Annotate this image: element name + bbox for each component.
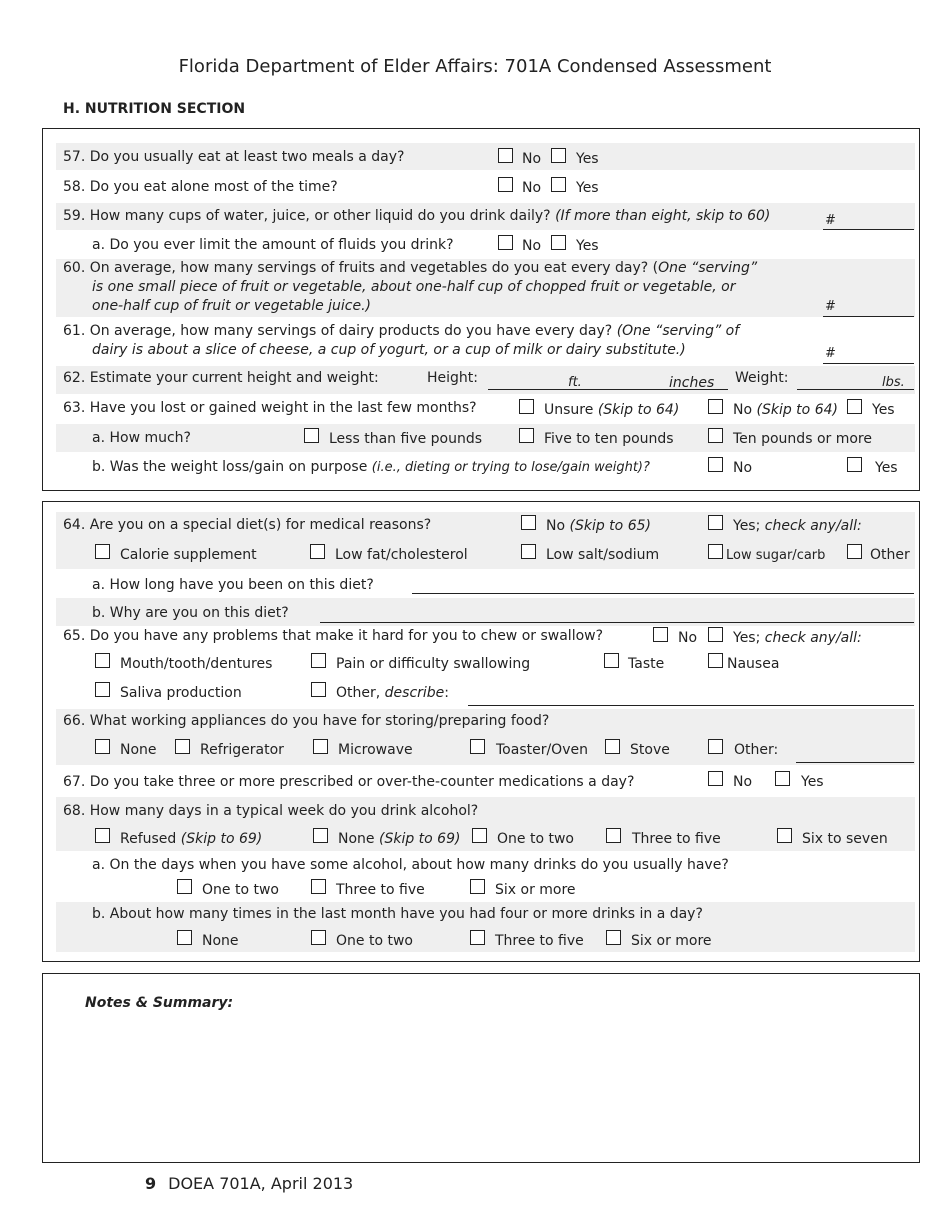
q66-opt-stove-checkbox[interactable] [605, 739, 620, 754]
q60-hash: # [825, 299, 836, 314]
q59-note: (If more than eight, skip to 60) [555, 208, 771, 224]
q64-no-label [546, 518, 651, 534]
q65-text: 65. Do you have any problems that make it hard for you to chew or swallow? [63, 628, 604, 644]
q64-opt-other-label: Other [870, 547, 910, 563]
q61-line1-italic: (One “serving” of [616, 323, 740, 339]
q62-weight-label: Weight: [735, 370, 789, 386]
q68-refused-note: (Skip to 69) [180, 831, 263, 847]
q63a-opt2-label: Five to ten pounds [544, 431, 674, 447]
q63-no-text: No [733, 402, 753, 418]
q68a-opt1-label: One to two [202, 882, 279, 898]
q63-unsure-text: Unsure [544, 402, 594, 418]
q68a-opt1-checkbox[interactable] [177, 879, 192, 894]
q67-text: 67. Do you take three or more prescribed or over-the-counter medications a day? [63, 774, 635, 790]
q63-no-label [733, 402, 838, 418]
q68b-opt2-label: One to two [336, 933, 413, 949]
q66-other-line[interactable] [796, 762, 914, 763]
q65-yes-text: Yes; [733, 630, 761, 646]
q62-height-label: Height: [427, 370, 478, 386]
q63a-opt2-checkbox[interactable] [519, 428, 534, 443]
q65-opt-saliva-checkbox[interactable] [95, 682, 110, 697]
q68-refused-checkbox[interactable] [95, 828, 110, 843]
footer [145, 1174, 353, 1193]
q65-opt-other-label [336, 685, 449, 701]
q67-yes-checkbox[interactable] [775, 771, 790, 786]
q68-none-checkbox[interactable] [313, 828, 328, 843]
q66-opt-microwave-label: Microwave [338, 742, 413, 758]
q65-yes-note: check any/all: [764, 630, 862, 646]
q66-opt-none-checkbox[interactable] [95, 739, 110, 754]
q68b-opt3-checkbox[interactable] [470, 930, 485, 945]
q68b-opt1-checkbox[interactable] [177, 930, 192, 945]
q58-no-checkbox[interactable] [498, 177, 513, 192]
q64-opt-lowsalt-label: Low salt/sodium [546, 547, 660, 563]
q60-line3: one-half cup of fruit or vegetable juice.) [92, 298, 372, 314]
q66-opt-none-label: None [120, 742, 157, 758]
q64-yes-label [733, 518, 862, 534]
form-id: DOEA 701A, April 2013 [168, 1174, 354, 1193]
q59-question: 59. How many cups of water, juice, or other liquid do you drink daily? [63, 208, 551, 224]
q57-no-checkbox[interactable] [498, 148, 513, 163]
q61-hash: # [825, 346, 836, 361]
q58-no-label: No [522, 180, 542, 196]
q68-opt3-checkbox[interactable] [777, 828, 792, 843]
q68-refused-label [120, 831, 262, 847]
q60-line1 [63, 260, 757, 276]
q64-no-note: (Skip to 65) [569, 518, 651, 534]
q68b-opt4-checkbox[interactable] [606, 930, 621, 945]
q63-yes-label: Yes [872, 402, 895, 418]
q68b-opt3-label: Three to five [495, 933, 584, 949]
q68a-text: a. On the days when you have some alcohol, about how many drinks do you usually have? [92, 857, 729, 873]
q64a-text: a. How long have you been on this diet? [92, 577, 374, 593]
q64-opt-other-checkbox[interactable] [847, 544, 862, 559]
q62-text: 62. Estimate your current height and weight: [63, 370, 379, 386]
q67-no-label: No [733, 774, 753, 790]
q63-unsure-label [544, 402, 679, 418]
q65-other-line[interactable] [468, 705, 914, 706]
q64-no-text: No [546, 518, 566, 534]
q68b-opt2-checkbox[interactable] [311, 930, 326, 945]
q63b-text [92, 459, 650, 475]
q57-yes-checkbox[interactable] [551, 148, 566, 163]
q63a-opt3-checkbox[interactable] [708, 428, 723, 443]
q64-opt-lowsalt-checkbox[interactable] [521, 544, 536, 559]
q59-hash: # [825, 213, 836, 228]
q66-opt-other-checkbox[interactable] [708, 739, 723, 754]
q63-unsure-checkbox[interactable] [519, 399, 534, 414]
q65-opt-saliva-label: Saliva production [120, 685, 242, 701]
q59-answer-line[interactable] [823, 229, 914, 230]
q62-lbs-label: lbs. [882, 375, 905, 390]
q58-text: 58. Do you eat alone most of the time? [63, 179, 338, 195]
q66-opt-stove-label: Stove [630, 742, 670, 758]
q64-no-checkbox[interactable] [521, 515, 536, 530]
q63-text: 63. Have you lost or gained weight in the last few months? [63, 400, 477, 416]
q58-yes-label: Yes [576, 180, 599, 196]
q59a-no-label: No [522, 238, 542, 254]
q68-opt1-label: One to two [497, 831, 574, 847]
q59a-yes-checkbox[interactable] [551, 235, 566, 250]
q65-describe-colon: : [444, 685, 450, 701]
q57-no-label: No [522, 151, 542, 167]
q68b-opt1-label: None [202, 933, 239, 949]
q68-opt3-label: Six to seven [802, 831, 888, 847]
q65-other-text: Other, [336, 685, 381, 701]
q64b-answer-line[interactable] [320, 622, 914, 623]
q63-unsure-note: (Skip to 64) [597, 402, 680, 418]
q64-opt-lowsugar-label: Low sugar/carb [726, 548, 826, 563]
q66-opt-fridge-checkbox[interactable] [175, 739, 190, 754]
q63-no-checkbox[interactable] [708, 399, 723, 414]
q61-line2: dairy is about a slice of cheese, a cup of yogurt, or a cup of milk or dairy substitute.) [92, 342, 686, 358]
q63b-no-checkbox[interactable] [708, 457, 723, 472]
q64-text: 64. Are you on a special diet(s) for medical reasons? [63, 517, 432, 533]
q65-opt-pain-checkbox[interactable] [311, 653, 326, 668]
q64-opt-lowfat-checkbox[interactable] [310, 544, 325, 559]
q63-yes-checkbox[interactable] [847, 399, 862, 414]
q63b-yes-checkbox[interactable] [847, 457, 862, 472]
q65-opt-other-checkbox[interactable] [311, 682, 326, 697]
q63a-text: a. How much? [92, 430, 191, 446]
q65-opt-mouth-label: Mouth/tooth/dentures [120, 656, 273, 672]
q65-yes-label [733, 630, 862, 646]
q64-opt-calorie-label: Calorie supplement [120, 547, 257, 563]
q64-yes-text: Yes; [733, 518, 761, 534]
q65-describe-text: describe [384, 685, 445, 701]
q68b-text: b. About how many times in the last month have you had four or more drinks in a day? [92, 906, 703, 922]
page-title: Florida Department of Elder Affairs: 701A Condensed Assessment [178, 56, 772, 77]
q67-no-checkbox[interactable] [708, 771, 723, 786]
q64-yes-checkbox[interactable] [708, 515, 723, 530]
notes-label: Notes & Summary: [85, 995, 234, 1011]
q60-line2: is one small piece of fruit or vegetable, about one-half cup of chopped fruit or vegetable, or [92, 279, 736, 295]
q59-text [63, 208, 770, 224]
q68-opt1-checkbox[interactable] [472, 828, 487, 843]
q68-opt2-checkbox[interactable] [606, 828, 621, 843]
page-number: 9 [145, 1174, 157, 1193]
q68-text: 68. How many days in a typical week do you drink alcohol? [63, 803, 479, 819]
q68a-opt3-label: Six or more [495, 882, 576, 898]
q64-opt-lowsugar-checkbox[interactable] [708, 544, 723, 559]
q64-opt-calorie-checkbox[interactable] [95, 544, 110, 559]
q61-answer-line[interactable] [823, 363, 914, 364]
q66-opt-toaster-checkbox[interactable] [470, 739, 485, 754]
q65-opt-pain-label: Pain or difficulty swallowing [336, 656, 531, 672]
q63b-no-label: No [733, 460, 753, 476]
q61-line1 [63, 323, 739, 339]
q65-opt-taste-checkbox[interactable] [604, 653, 619, 668]
q60-line1-italic: One “serving” [658, 260, 758, 276]
q64-yes-note: check any/all: [764, 518, 862, 534]
q65-yes-checkbox[interactable] [708, 627, 723, 642]
q60-line1-text: 60. On average, how many servings of fruits and vegetables do you eat every day? ( [63, 260, 659, 276]
q66-opt-microwave-checkbox[interactable] [313, 739, 328, 754]
q65-opt-nausea-label: Nausea [727, 656, 780, 672]
q68b-opt4-label: Six or more [631, 933, 712, 949]
q61-line1-text: 61. On average, how many servings of dairy products do you have every day? [63, 323, 613, 339]
q68a-opt2-label: Three to five [336, 882, 425, 898]
q66-text: 66. What working appliances do you have for storing/preparing food? [63, 713, 550, 729]
q68-refused-text: Refused [120, 831, 177, 847]
q68a-opt2-checkbox[interactable] [311, 879, 326, 894]
q57-text: 57. Do you usually eat at least two meals a day? [63, 149, 405, 165]
q64b-text: b. Why are you on this diet? [92, 605, 289, 621]
q68-opt2-label: Three to five [632, 831, 721, 847]
section-title: H. NUTRITION SECTION [63, 101, 246, 117]
q65-no-label: No [678, 630, 698, 646]
q62-ft-label: ft. [568, 375, 582, 390]
q64-opt-lowfat-label: Low fat/cholesterol [335, 547, 468, 563]
q65-opt-mouth-checkbox[interactable] [95, 653, 110, 668]
q57-yes-label: Yes [576, 151, 599, 167]
q63b-note: (i.e., dieting or trying to lose/gain weight)? [371, 460, 650, 475]
q59a-text: a. Do you ever limit the amount of fluids you drink? [92, 237, 454, 253]
q68-none-text: None [338, 831, 375, 847]
q60-answer-line[interactable] [823, 316, 914, 317]
q68a-opt3-checkbox[interactable] [470, 879, 485, 894]
q63a-opt1-label: Less than five pounds [329, 431, 483, 447]
q65-no-checkbox[interactable] [653, 627, 668, 642]
q63b-yes-label: Yes [875, 460, 898, 476]
q63a-opt1-checkbox[interactable] [304, 428, 319, 443]
q66-opt-toaster-label: Toaster/Oven [496, 742, 588, 758]
q66-opt-other-label: Other: [734, 742, 779, 758]
q59a-yes-label: Yes [576, 238, 599, 254]
q67-yes-label: Yes [801, 774, 824, 790]
q66-opt-fridge-label: Refrigerator [200, 742, 284, 758]
q64a-answer-line[interactable] [412, 593, 914, 594]
q63-no-note: (Skip to 64) [756, 402, 838, 418]
q68-none-note: (Skip to 69) [378, 831, 461, 847]
q62-inches-label: inches [669, 375, 715, 391]
q63b-question: b. Was the weight loss/gain on purpose [92, 459, 368, 475]
q68-none-label [338, 831, 460, 847]
q65-opt-nausea-checkbox[interactable] [708, 653, 723, 668]
q58-yes-checkbox[interactable] [551, 177, 566, 192]
q59a-no-checkbox[interactable] [498, 235, 513, 250]
q63a-opt3-label: Ten pounds or more [733, 431, 872, 447]
q65-opt-taste-label: Taste [628, 656, 665, 672]
